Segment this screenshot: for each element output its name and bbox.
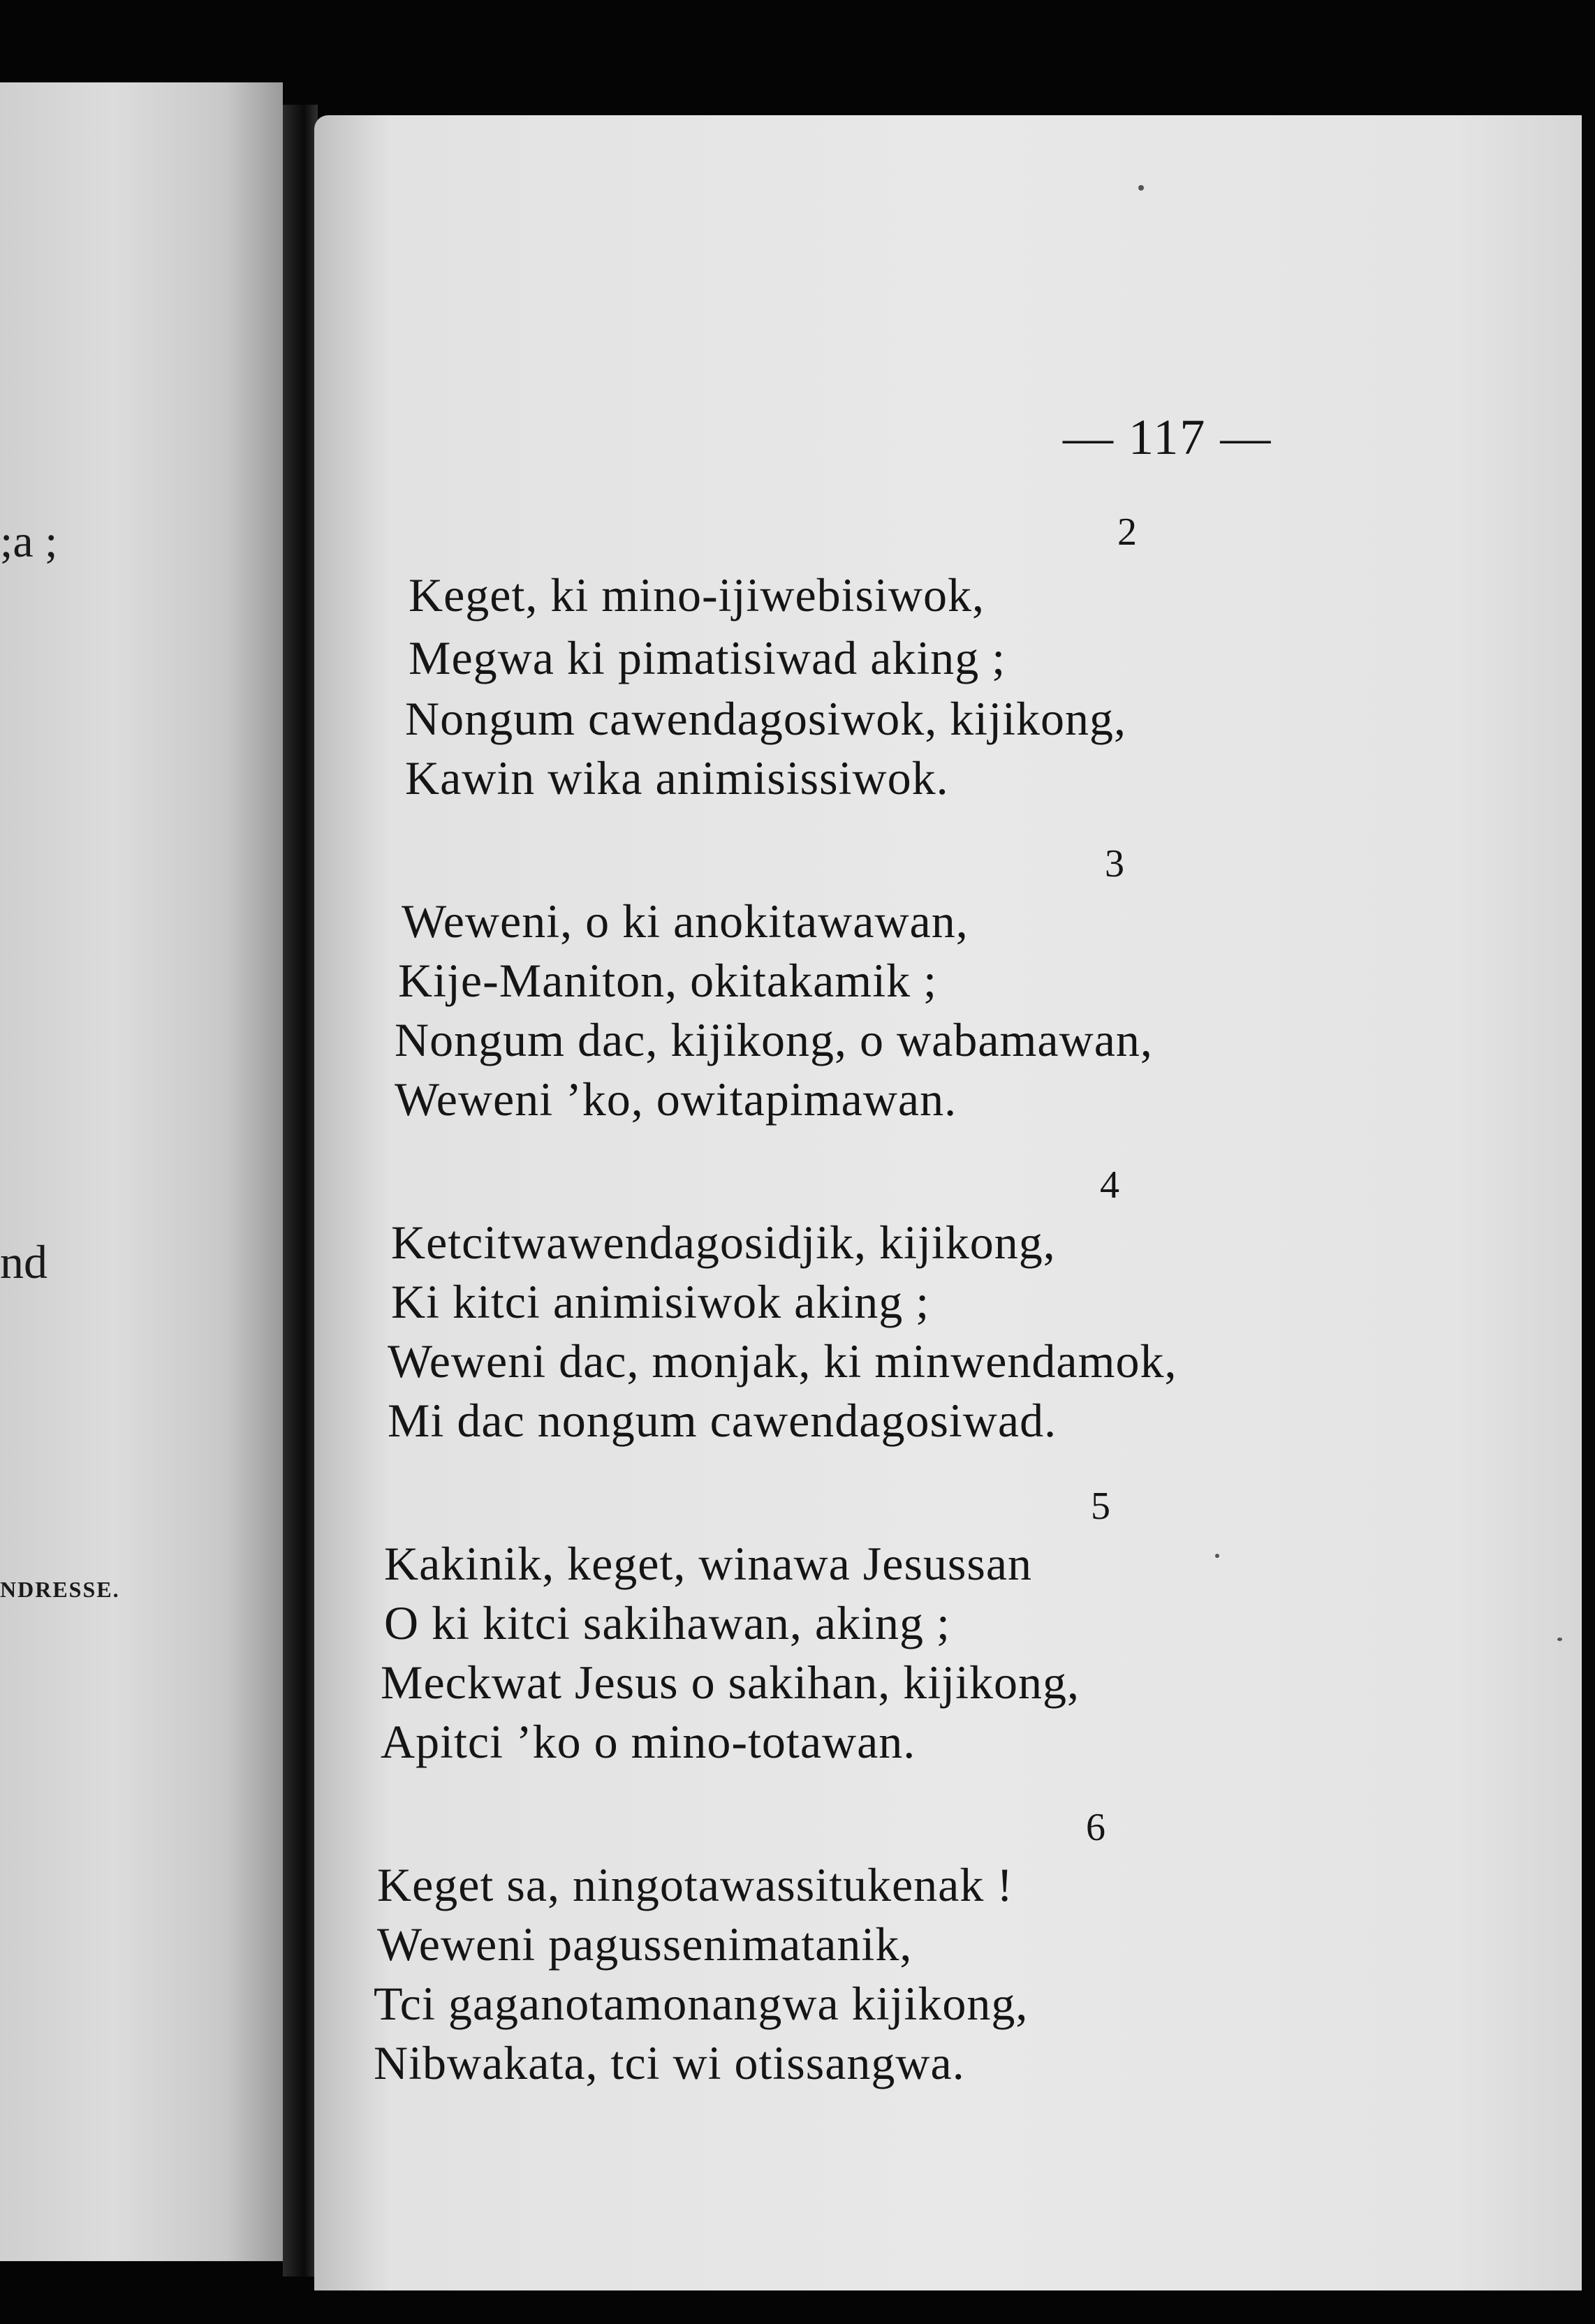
book-gutter bbox=[283, 105, 318, 2277]
stanza-number: 5 bbox=[1091, 1485, 1110, 1528]
stanza-number: 6 bbox=[1086, 1806, 1105, 1849]
verse-line: Keget sa, ningotawassitukenak ! bbox=[377, 1858, 1013, 1911]
verse-line: Weweni pagussenimatanik, bbox=[377, 1918, 913, 1971]
stanza-number: 4 bbox=[1100, 1163, 1119, 1207]
scan-speck bbox=[1138, 185, 1144, 191]
verse-line: Meckwat Jesus o sakihan, kijikong, bbox=[381, 1656, 1080, 1709]
verse-line: Kakinik, keget, winawa Jesussan bbox=[384, 1537, 1033, 1590]
verse-line: Kawin wika animisissiwok. bbox=[405, 751, 949, 804]
verse-line: Mi dac nongum cawendagosiwad. bbox=[388, 1394, 1057, 1447]
verse-line: Kije-Maniton, okitakamik ; bbox=[398, 954, 937, 1007]
verse-line: Tci gaganotamonangwa kijikong, bbox=[374, 1977, 1029, 2030]
previous-page-edge bbox=[0, 82, 283, 2261]
verse-line: Ki kitci animisiwok aking ; bbox=[391, 1275, 930, 1328]
verse-line: Ketcitwawendagosidjik, kijikong, bbox=[391, 1216, 1056, 1269]
page bbox=[314, 115, 1582, 2290]
scan-speck bbox=[1215, 1554, 1219, 1558]
verse-line: Keget, ki mino-ijiwebisiwok, bbox=[409, 568, 985, 622]
left-page-fragment: ;a ; bbox=[0, 516, 58, 567]
verse-line: Weweni, o ki anokitawawan, bbox=[402, 895, 969, 948]
page-number: — 117 — bbox=[1063, 409, 1272, 465]
stanza-number: 2 bbox=[1117, 510, 1137, 554]
stanza-number: 3 bbox=[1105, 842, 1124, 885]
verse-line: Weweni dac, monjak, ki minwendamok, bbox=[388, 1334, 1177, 1388]
left-page-fragment: NDRESSE. bbox=[0, 1577, 120, 1602]
scan-speck bbox=[1557, 1638, 1562, 1641]
verse-line: Nongum cawendagosiwok, kijikong, bbox=[405, 692, 1126, 745]
verse-line: Apitci ’ko o mino-totawan. bbox=[381, 1715, 916, 1768]
verse-line: Weweni ’ko, owitapimawan. bbox=[395, 1073, 957, 1126]
left-page-fragment: nd bbox=[0, 1235, 47, 1288]
verse-line: O ki kitci sakihawan, aking ; bbox=[384, 1596, 950, 1649]
verse-line: Nongum dac, kijikong, o wabamawan, bbox=[395, 1013, 1153, 1066]
verse-line: Nibwakata, tci wi otissangwa. bbox=[374, 2036, 965, 2089]
verse-line: Megwa ki pimatisiwad aking ; bbox=[409, 631, 1006, 684]
